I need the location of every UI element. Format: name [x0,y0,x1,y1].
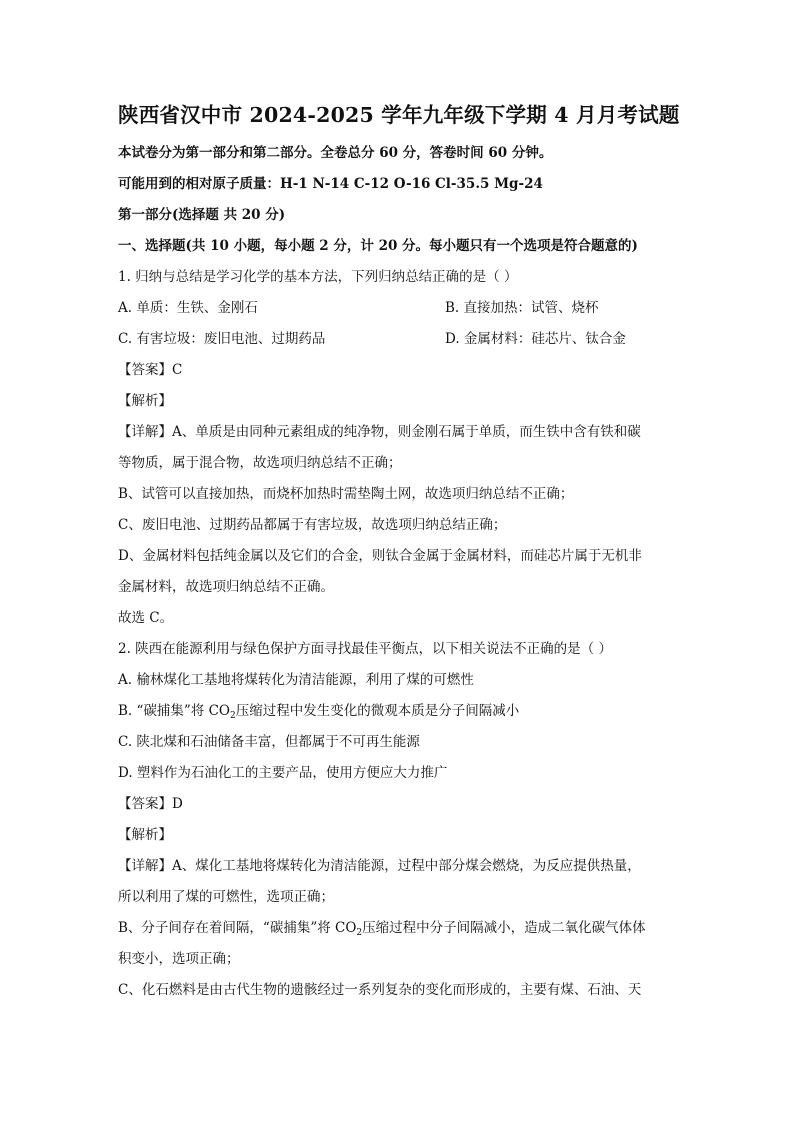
question-2-option-b-subscript: 2 [230,711,236,721]
question-2-answer: 【答案】D [118,796,183,812]
question-2-detail-a-cont: 所以利用了煤的可燃性，选项正确； [118,889,334,905]
question-1-option-b: B. 直接加热：试管、烧杯 [445,300,599,316]
question-1-detail-d: D、金属材料包括纯金属以及它们的合金，则钛合金属于金属材料，而硅芯片属于无机非 [118,548,642,564]
question-1-stem: 1. 归纳与总结是学习化学的基本方法，下列归纳总结正确的是（ ） [118,269,518,285]
question-1-detail-a-cont: 等物质，属于混合物，故选项归纳总结不正确； [118,455,402,471]
question-2-detail-b-post: 压缩过程中分子间隔减小，造成二氧化碳气体体 [362,920,646,936]
question-2-detail-b-subscript: 2 [356,928,363,938]
page-title: 陕西省汉中市 2024-2025 学年九年级下学期 4 月月考试题 [118,103,680,127]
question-2-detail-b [118,913,678,944]
atomic-mass-info: 可能用到的相对原子质量：H-1 N-14 C-12 O-16 Cl-35.5 Mg-24 [118,176,543,192]
question-2-option-d: D. 塑料作为石油化工的主要产品，使用方便应大力推广 [118,765,448,781]
question-1-conclusion: 故选 C。 [118,610,174,626]
question-1-detail-b: B、试管可以直接加热，而烧杯加热时需垫陶土网，故选项归纳总结不正确； [118,486,574,502]
question-1-option-a: A. 单质：生铁、金刚石 [118,300,258,316]
question-2-option-b [118,696,678,727]
question-2-analysis-label: 【解析】 [118,827,172,843]
question-2-detail-b-cont: 积变小，选项正确； [118,951,240,967]
question-2-stem: 2. 陕西在能源利用与绿色保护方面寻找最佳平衡点，以下相关说法不正确的是（ ） [118,641,612,657]
question-2-option-b-pre: B. “碳捕集”将 CO [118,703,230,719]
page-content [118,100,678,1006]
question-2-detail-a: 【详解】A、煤化工基地将煤转化为清洁能源，过程中部分煤会燃烧，为反应提供热量， [118,858,641,874]
question-2-option-a: A. 榆林煤化工基地将煤转化为清洁能源，利用了煤的可燃性 [118,672,474,688]
question-1-option-c: C. 有害垃圾：废旧电池、过期药品 [118,331,326,347]
question-1-options-row-1 [118,293,678,324]
question-1-analysis-label: 【解析】 [118,393,172,409]
question-1-option-d: D. 金属材料：硅芯片、钛合金 [445,331,626,347]
part-one-heading: 第一部分(选择题 共 20 分) [118,207,286,223]
question-2-detail-b-pre: B、分子间存在着间隔，“碳捕集”将 CO [118,920,357,936]
question-1-options-row-2 [118,324,678,355]
question-2-detail-c: C、化石燃料是由古代生物的遗骸经过一系列复杂的变化而形成的，主要有煤、石油、天 [118,982,642,998]
question-2-option-b-post: 压缩过程中发生变化的微观本质是分子间隔减小 [235,703,520,719]
question-1-detail-d-cont: 金属材料，故选项归纳总结不正确。 [118,579,334,595]
question-1-detail-a: 【详解】A、单质是由同种元素组成的纯净物，则金刚石属于单质，而生铁中含有铁和碳 [118,424,641,440]
question-1-detail-c: C、废旧电池、过期药品都属于有害垃圾，故选项归纳总结正确； [118,517,507,533]
exam-intro: 本试卷分为第一部分和第二部分。全卷总分 60 分，答卷时间 60 分钟。 [118,145,553,161]
question-2-option-c: C. 陕北煤和石油储备丰富，但都属于不可再生能源 [118,734,420,750]
question-1-answer: 【答案】C [118,362,183,378]
section-one-heading: 一、选择题(共 10 小题，每小题 2 分，计 20 分。每小题只有一个选项是符合题意的) [118,238,638,254]
